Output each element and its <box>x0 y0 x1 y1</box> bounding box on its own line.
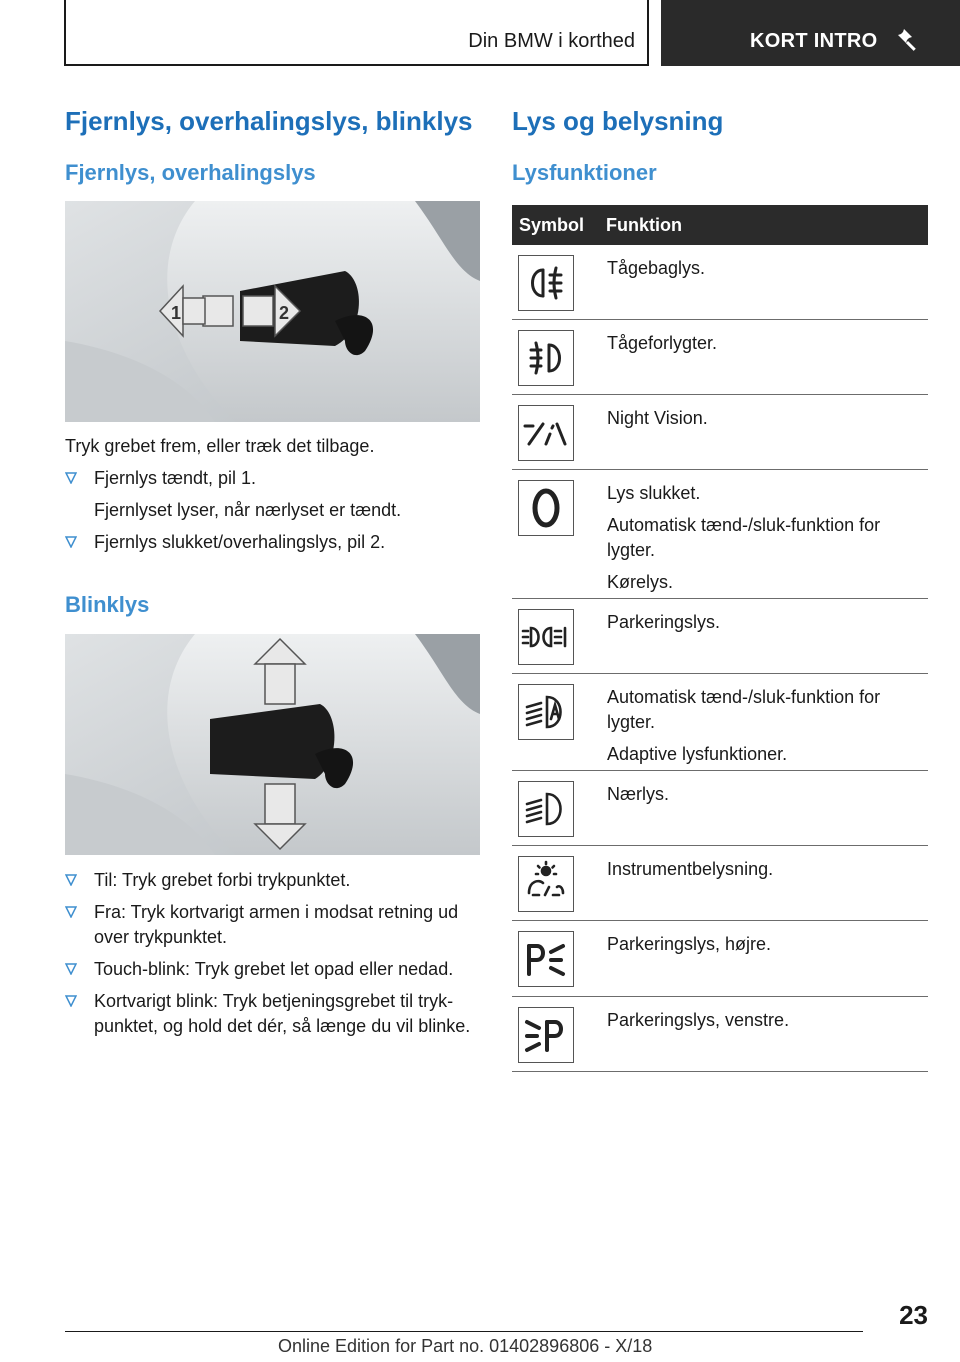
triangle-bullet-icon <box>65 963 77 975</box>
instrument-lighting-icon <box>518 856 574 912</box>
auto-headlight-icon <box>518 684 574 740</box>
triangle-bullet-icon <box>65 536 77 548</box>
subsection-title-light-functions: Lysfunktioner <box>512 160 657 185</box>
footer-divider <box>65 1331 863 1332</box>
header-section-title: KORT INTRO <box>750 30 878 52</box>
list-item: Fra: Tryk kortvarigt armen i modsat retning ud over trykpunktet. <box>65 900 485 950</box>
table-row: Tågeforlygter. <box>512 320 928 395</box>
table-row: Instrumentbelysning. <box>512 846 928 921</box>
triangle-bullet-icon <box>65 472 77 484</box>
rear-fog-light-icon <box>518 255 574 311</box>
night-vision-icon <box>518 405 574 461</box>
front-fog-light-icon <box>518 330 574 386</box>
section-title-lights: Lys og belysning <box>512 106 724 136</box>
column-header-symbol: Symbol <box>519 215 585 235</box>
parking-light-right-icon <box>518 931 574 987</box>
list-item: Fjernlys slukket/overhalingslys, pil 2. <box>65 530 485 555</box>
high-beam-intro: Tryk grebet frem, eller træk det tilbage. <box>65 436 375 456</box>
pushpin-icon <box>895 26 921 52</box>
column-header-function: Funktion <box>606 215 682 235</box>
arrow-label-1: 1 <box>171 303 182 323</box>
edition-info: Online Edition for Part no. 01402896806 - X/18 <box>278 1336 653 1356</box>
table-row: Automatisk tænd-/sluk-funktion for lygter. Adaptive lysfunktioner. <box>512 674 928 771</box>
list-item: Kortvarigt blink: Tryk betjeningsgrebet til tryk-punktet, og hold det dér, så længe du vil blinke. <box>65 989 485 1039</box>
table-row: Parkeringslys, højre. <box>512 921 928 997</box>
page-number: 23 <box>899 1300 928 1330</box>
table-row: Lys slukket. Automatisk tænd-/sluk-funktion for lygter. Kørelys. <box>512 470 928 599</box>
list-item: Fjernlys tændt, pil 1. Fjernlyset lyser, når nærlyset er tændt. <box>65 466 485 523</box>
triangle-bullet-icon <box>65 874 77 886</box>
table-header <box>512 205 928 245</box>
triangle-bullet-icon <box>65 995 77 1007</box>
high-beam-stalk-photo <box>65 201 480 422</box>
parking-light-left-icon <box>518 1007 574 1063</box>
triangle-bullet-icon <box>65 906 77 918</box>
header-chapter-title: Din BMW i korthed <box>468 30 635 52</box>
list-item: Touch-blink: Tryk grebet let opad eller nedad. <box>65 957 485 982</box>
turn-signal-stalk-photo <box>65 634 480 855</box>
table-row: Nærlys. <box>512 771 928 846</box>
low-beam-icon <box>518 781 574 837</box>
lights-off-icon <box>518 480 574 536</box>
header-section-tab <box>661 0 960 66</box>
table-row: Parkeringslys. <box>512 599 928 674</box>
parking-lights-icon <box>518 609 574 665</box>
table-row: Night Vision. <box>512 395 928 470</box>
arrow-label-2: 2 <box>279 303 290 323</box>
subsection-title-turn-signal: Blinklys <box>65 592 150 617</box>
section-title-high-beam: Fjernlys, overhalingslys, blinklys <box>65 106 473 136</box>
table-row: Parkeringslys, venstre. <box>512 997 928 1072</box>
subsection-title-high-beam: Fjernlys, overhalingslys <box>65 160 316 185</box>
header-chapter-tab <box>64 0 649 66</box>
list-item: Til: Tryk grebet forbi trykpunktet. <box>65 868 485 893</box>
light-functions-table <box>512 205 928 1072</box>
table-row: Tågebaglys. <box>512 245 928 320</box>
